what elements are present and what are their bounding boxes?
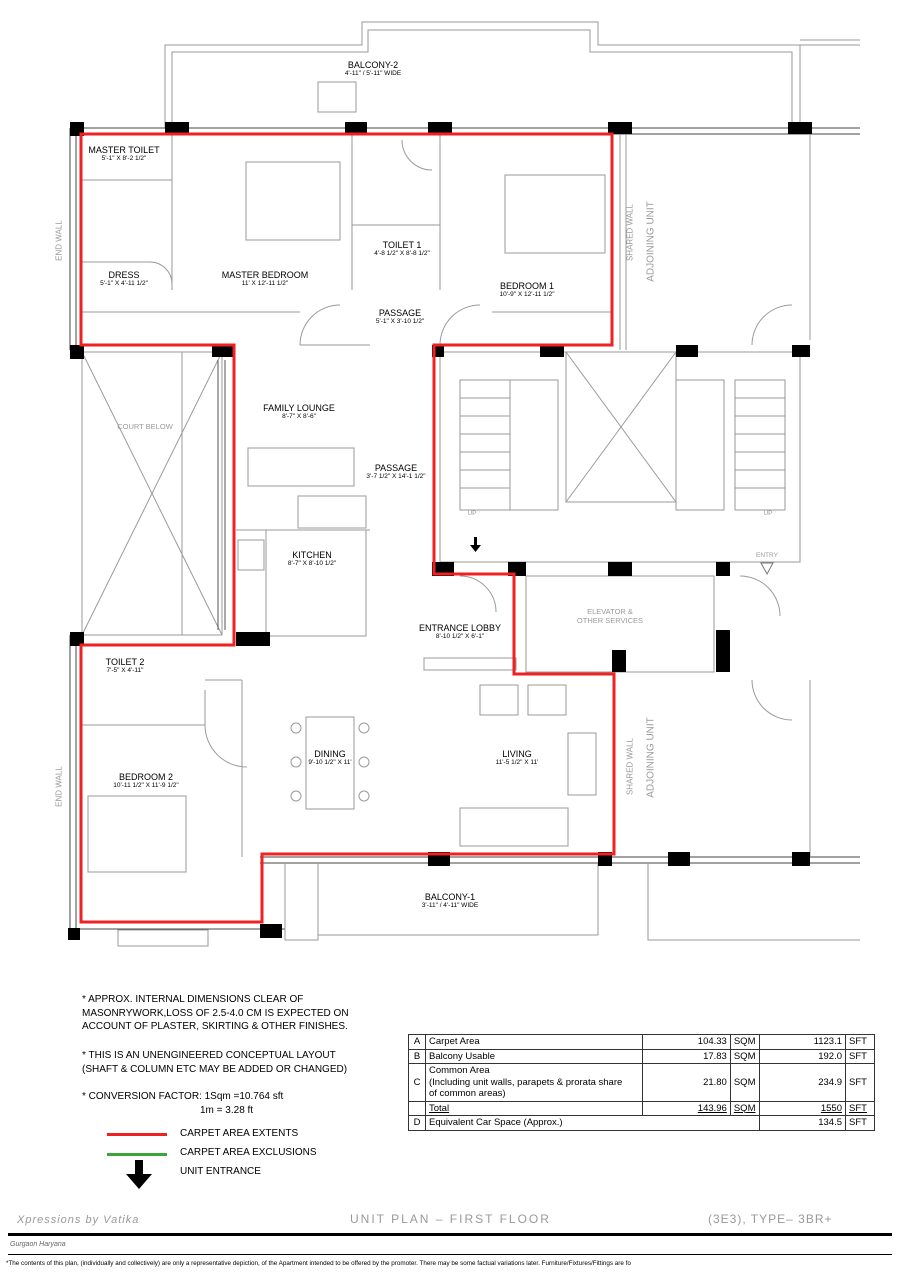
end-wall-label-bottom: END WALL: [54, 766, 64, 807]
table-row: [409, 1049, 875, 1064]
stair-up-label-left: [462, 510, 482, 517]
room-dim: 3'-11" / 4'-11" WIDE: [421, 902, 479, 910]
row-code: B: [409, 1049, 426, 1064]
room-name: BEDROOM 2: [118, 772, 173, 782]
notes-block: [82, 993, 349, 1034]
label-dress: [84, 270, 164, 288]
legend-label-extents: CARPET AREA EXTENTS: [180, 1128, 299, 1139]
adjoining-unit-label-top: ADJOINING UNIT: [645, 201, 657, 282]
row-sft: 1123.1: [759, 1035, 845, 1050]
entry-label: [752, 552, 782, 559]
room-dim: 10'-11 1/2" X 11'-9 1/2": [113, 782, 179, 790]
row-code: A: [409, 1035, 426, 1050]
footer-rule: [8, 1233, 892, 1236]
row-sqm-unit: SQM: [730, 1101, 759, 1116]
label-kitchen: [262, 550, 362, 568]
entry-triangle-icon: [761, 563, 773, 574]
plan-linework: [70, 22, 860, 946]
row-sft-unit: SFT: [846, 1101, 875, 1116]
row-sft-unit: SFT: [846, 1064, 875, 1102]
court-below-text: COURT BELOW: [117, 422, 173, 431]
elevator-services-label: [560, 608, 660, 625]
note-2-line-1: * THIS IS AN UNENGINEERED CONCEPTUAL LAYOUT: [82, 1050, 336, 1061]
area-statement-table: [408, 1034, 875, 1131]
up-text: UP: [763, 510, 773, 517]
label-bedroom-1: [482, 281, 572, 299]
room-name: BALCONY-1: [424, 892, 476, 902]
room-dim: 4'-8 1/2" X 8'-8 1/2": [374, 250, 430, 258]
row-label: Total: [426, 1101, 643, 1116]
row-label: Carpet Area: [426, 1035, 643, 1050]
row-label-line-3: of common areas): [429, 1088, 506, 1099]
label-master-bedroom: [210, 270, 320, 288]
shared-wall-label-top: SHARED WALL: [625, 203, 635, 262]
row-sft-unit: SFT: [846, 1049, 875, 1064]
legend-label-exclusions: CARPET AREA EXCLUSIONS: [180, 1147, 317, 1158]
row-code: [409, 1101, 426, 1116]
table-row: [409, 1064, 875, 1102]
note-1-line-1: * APPROX. INTERNAL DIMENSIONS CLEAR OF: [82, 994, 304, 1005]
court-below-label: [102, 423, 188, 432]
note-1-line-3: ACCOUNT OF PLASTER, SKIRTING & OTHER FINISHES.: [82, 1021, 348, 1032]
room-name: LIVING: [502, 749, 532, 759]
disclaimer-text: *The contents of this plan, (individually and collectively) are only a representative depiction, of the Apartment intended to be offered by the promoter. There may be some factual variations later. Furniture/Fixtures/Fittings are fo: [6, 1260, 631, 1267]
room-dim: 3'-7 1/2" X 14'-1 1/2": [366, 473, 426, 481]
row-label: Equivalent Car Space (Approx.): [426, 1116, 760, 1131]
room-name: KITCHEN: [292, 550, 332, 560]
legend-label-entrance: UNIT ENTRANCE: [180, 1166, 261, 1177]
label-family-lounge: [254, 403, 344, 421]
elevator-line-1: ELEVATOR &: [587, 607, 633, 616]
notes-block-2: [82, 1049, 347, 1076]
room-name: FAMILY LOUNGE: [263, 403, 335, 413]
unit-entrance-arrow: [470, 537, 481, 552]
row-sqm: 21.80: [643, 1064, 731, 1102]
label-bedroom-2: [96, 772, 196, 790]
label-balcony-2: [318, 60, 428, 78]
row-sft: 134.5: [759, 1116, 845, 1131]
footer-rule-thin: [8, 1254, 892, 1255]
note-2-line-2: (SHAFT & COLUMN ETC MAY BE ADDED OR CHANGED): [82, 1063, 348, 1075]
shared-wall-label-bottom: SHARED WALL: [625, 737, 635, 796]
label-passage-top: [350, 308, 450, 326]
room-name: BALCONY-2: [347, 60, 399, 70]
end-wall-label-top: END WALL: [54, 220, 64, 261]
legend-swatch-extents: [107, 1133, 167, 1136]
room-dim: 11' X 12'-11 1/2": [241, 280, 289, 288]
label-balcony-1: [400, 892, 500, 910]
room-name: TOILET 1: [382, 240, 422, 250]
notes-block-3: [82, 1090, 283, 1117]
room-dim: 8'-7" X 8'-6": [282, 413, 316, 421]
table-row: [409, 1035, 875, 1050]
room-name: PASSAGE: [374, 463, 418, 473]
up-text: UP: [467, 510, 477, 517]
label-entrance-lobby: [410, 623, 510, 641]
room-name: DINING: [314, 749, 346, 759]
row-label: Balcony Usable: [426, 1049, 643, 1064]
label-toilet-1: [357, 240, 447, 258]
label-master-toilet: [84, 145, 164, 163]
room-name: PASSAGE: [378, 308, 422, 318]
row-code: C: [409, 1064, 426, 1102]
row-sqm-unit: SQM: [730, 1049, 759, 1064]
room-dim: 7'-5" X 4'-11": [106, 667, 144, 675]
elevator-line-2: OTHER SERVICES: [576, 615, 644, 625]
room-dim: 5'-1" X 3'-10 1/2": [375, 318, 425, 326]
room-dim: 8'-7" X 8'-10 1/2": [287, 560, 337, 568]
row-sft-unit: SFT: [846, 1116, 875, 1131]
adjoining-unit-label-bottom: ADJOINING UNIT: [645, 717, 657, 798]
row-sqm-unit: SQM: [730, 1035, 759, 1050]
room-dim: 8'-10 1/2" X 6'-1": [435, 633, 485, 641]
room-name: MASTER TOILET: [88, 145, 160, 155]
stair-up-label-right: [758, 510, 778, 517]
row-sft: 1550: [759, 1101, 845, 1116]
room-dim: 11'-5 1/2" X 11': [495, 759, 539, 767]
row-label-line-2: (Including unit walls, parapets & prorata share: [429, 1076, 623, 1088]
row-sft: 192.0: [759, 1049, 845, 1064]
room-dim: 5'-1" X 8'-2 1/2": [101, 155, 147, 163]
entry-text: ENTRY: [756, 552, 778, 559]
room-dim: 9'-10 1/2" X 11': [308, 759, 352, 767]
unit-type: (3E3), TYPE– 3BR+: [708, 1212, 833, 1226]
brand-name: Xpressions by Vatika: [17, 1214, 140, 1226]
room-dim: 5'-1" X 4'-11 1/2": [100, 280, 148, 288]
row-sft-unit: SFT: [846, 1035, 875, 1050]
label-toilet-2: [92, 657, 158, 675]
note-1-line-2: MASONRYWORK,LOSS OF 2.5-4.0 CM IS EXPECTED ON: [82, 1007, 349, 1019]
label-living: [480, 749, 554, 767]
room-name: ENTRANCE LOBBY: [418, 623, 502, 633]
plan-title: UNIT PLAN – FIRST FLOOR: [350, 1212, 551, 1226]
room-name: TOILET 2: [105, 657, 145, 667]
row-sqm: 143.96: [643, 1101, 731, 1116]
room-name: MASTER BEDROOM: [221, 270, 309, 280]
room-name: DRESS: [108, 270, 140, 280]
location: Gurgaon Haryana: [10, 1241, 66, 1248]
row-sqm: 17.83: [643, 1049, 731, 1064]
row-sft: 234.9: [759, 1064, 845, 1102]
table-row-total: [409, 1101, 875, 1116]
room-name: BEDROOM 1: [499, 281, 554, 291]
row-label: [426, 1064, 643, 1102]
note-3-line-2: 1m = 3.28 ft: [200, 1104, 254, 1116]
label-dining: [290, 749, 370, 767]
row-sqm: 104.33: [643, 1035, 731, 1050]
legend-swatch-exclusions: [107, 1153, 167, 1156]
row-code: D: [409, 1116, 426, 1131]
label-passage-mid: [356, 463, 436, 481]
note-3-line-1: * CONVERSION FACTOR: 1Sqm =10.764 sft: [82, 1091, 284, 1102]
unit-entrance-legend-icon: [125, 1160, 153, 1190]
row-sqm-unit: SQM: [730, 1064, 759, 1102]
table-row: [409, 1116, 875, 1131]
room-dim: 10'-9" X 12'-11 1/2": [499, 291, 555, 299]
room-dim: 4'-11" / 5'-11" WIDE: [344, 70, 402, 78]
row-label-line-1: Common Area: [429, 1065, 490, 1076]
